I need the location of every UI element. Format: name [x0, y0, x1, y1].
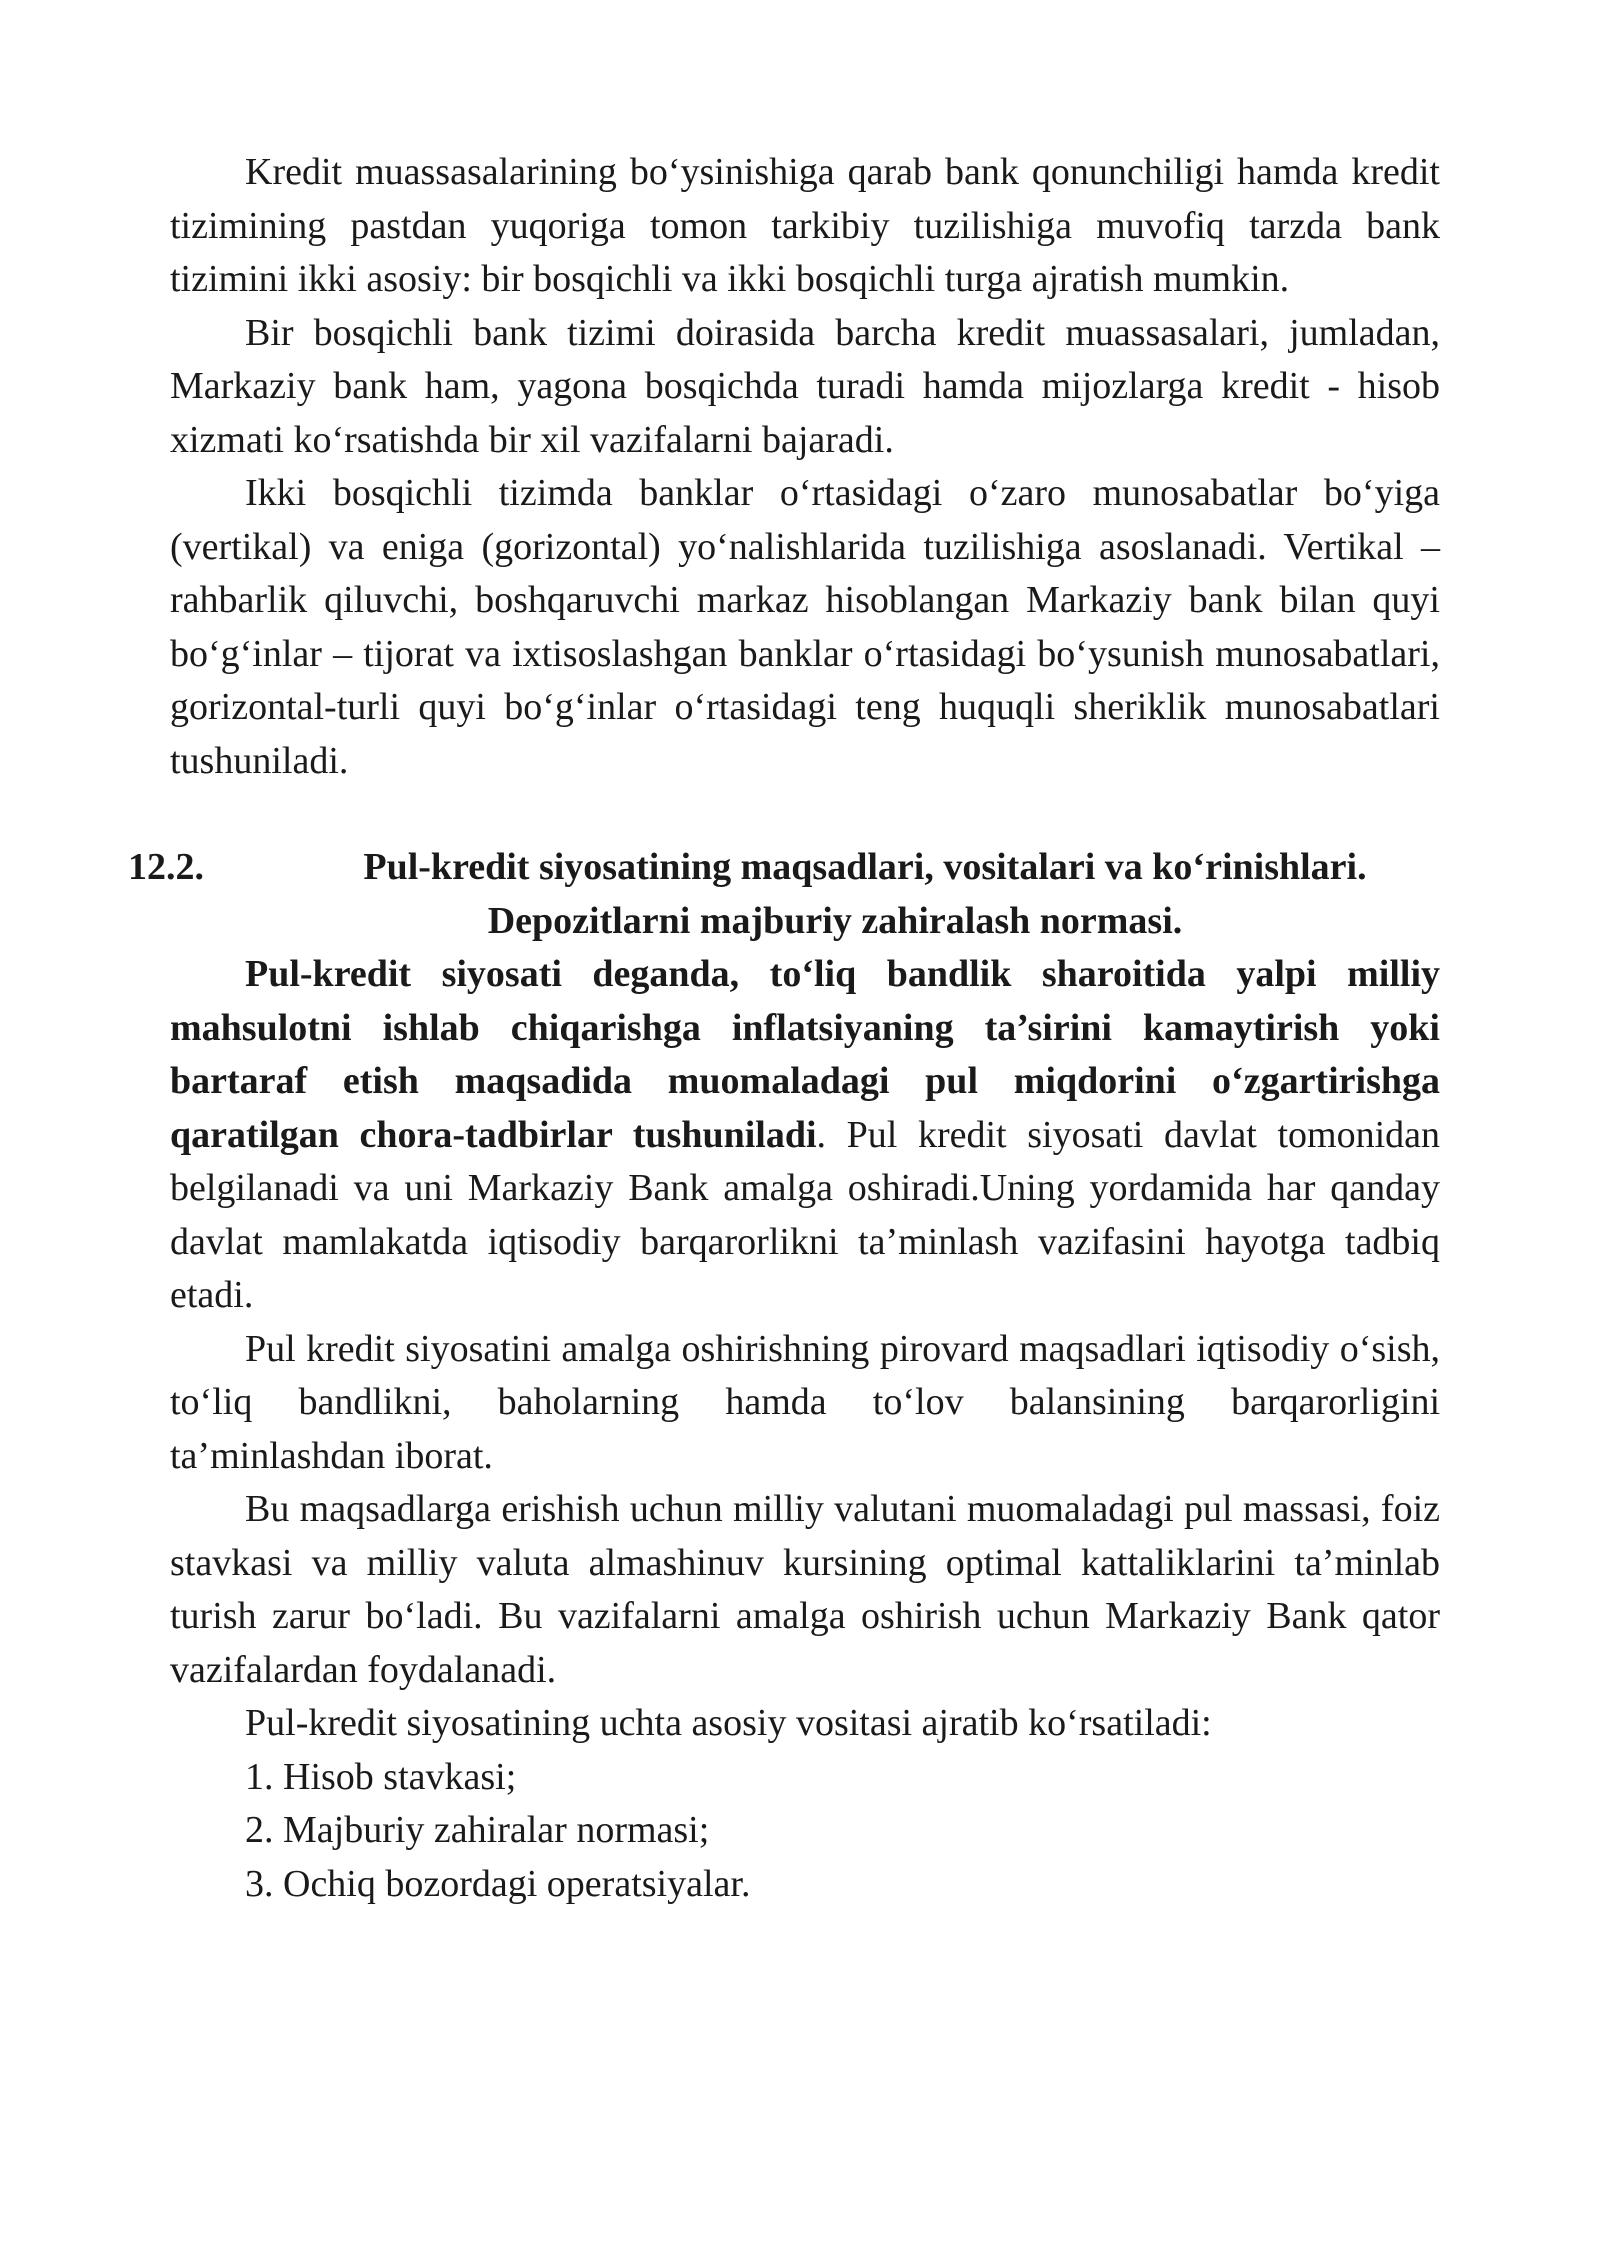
paragraph-bank-system-types: Kredit muassasalarining bo‘ysinishiga qarab bank qonunchiligi hamda kredit tizimining pastdan yuqoriga tomon tarkibiy tuzilishiga muvofiq tarzda bank tizimini ikki asosiy: bir bosqichli va ikki bosqichli turga ajratish mumkin.: [170, 151, 1440, 300]
list-item-discount-rate: 1. Hisob stavkasi;: [245, 1755, 517, 1798]
paragraph-two-tier-system: Ikki bosqichli tizimda banklar o‘rtasidagi o‘zaro munosabatlar bo‘yiga (vertikal) va eniga (gorizontal) yo‘nalishlarida tuzilishiga asoslanadi. Vertikal – rahbarlik qiluvchi, boshqaruvchi markaz hisoblangan Markaziy bank bilan quyi bo‘g‘inlar – tijorat va ixtisoslashgan banklar o‘rtasidagi bo‘ysunish munosabatlari, gorizontal-turli quyi bo‘g‘inlar o‘rtasidagi teng huquqli sheriklik munosabatlari tushuniladi.: [170, 472, 1440, 782]
section-number: 12.2.: [128, 846, 204, 888]
section-title-line-1: Pul-kredit siyosatining maqsadlari, vositalari va ko‘rinishlari.: [363, 846, 1367, 888]
section-title-line-2: Depozitlarni majburiy zahiralash normasi.: [487, 899, 1183, 942]
definition-bold-text: Pul-kredit siyosati deganda, to‘liq bandlik sharoitida yalpi milliy mahsulotni ishlab chiqarishga inflatsiyaning ta’sirini kamaytirish yoki bartaraf etish maqsadida muomaladagi pul miqdorini o‘zgartirishga qaratilgan chora-tadbirlar tushuniladi: [170, 953, 1440, 1156]
list-item-open-market-operations: 3. Ochiq bozordagi operatsiyalar.: [245, 1862, 751, 1905]
definition-plain-text: . Pul kredit siyosati davlat tomonidan belgilanadi va uni Markaziy Bank amalga oshiradi.Uning yordamida har qanday davlat mamlakatda iqtisodiy barqarorlikni ta’minlash vazifasini hayotga tadbiq etadi.: [170, 1113, 1440, 1316]
document-page: [128, 146, 1440, 1911]
section-heading: [128, 841, 1440, 948]
list-item-reserve-requirements: 2. Majburiy zahiralar normasi;: [245, 1809, 710, 1851]
paragraph-final-goals: Pul kredit siyosatini amalga oshirishning pirovard maqsadlari iqtisodiy o‘sish, to‘liq bandlikni, baholarning hamda to‘lov balansining barqarorligini ta’minlashdan iborat.: [170, 1327, 1440, 1477]
paragraph-goals-means: Bu maqsadlarga erishish uchun milliy valutani muomaladagi pul massasi, foiz stavkasi va milliy valuta almashinuv kursining optimal kattaliklarini ta’minlab turish zarur bo‘ladi. Bu vazifalarni amalga oshirish uchun Markaziy Bank qator vazifalardan foydalanadi.: [170, 1488, 1440, 1691]
paragraph-single-tier-system: Bir bosqichli bank tizimi doirasida barcha kredit muassasalari, jumladan, Markaziy bank ham, yagona bosqichda turadi hamda mijozlarga kredit - hisob xizmati ko‘rsatishda bir xil vazifalarni bajaradi.: [170, 311, 1440, 461]
paragraph-instruments-intro: Pul-kredit siyosatining uchta asosiy vositasi ajratib ko‘rsatiladi:: [245, 1702, 1212, 1744]
paragraph-definition: [170, 948, 1440, 1323]
